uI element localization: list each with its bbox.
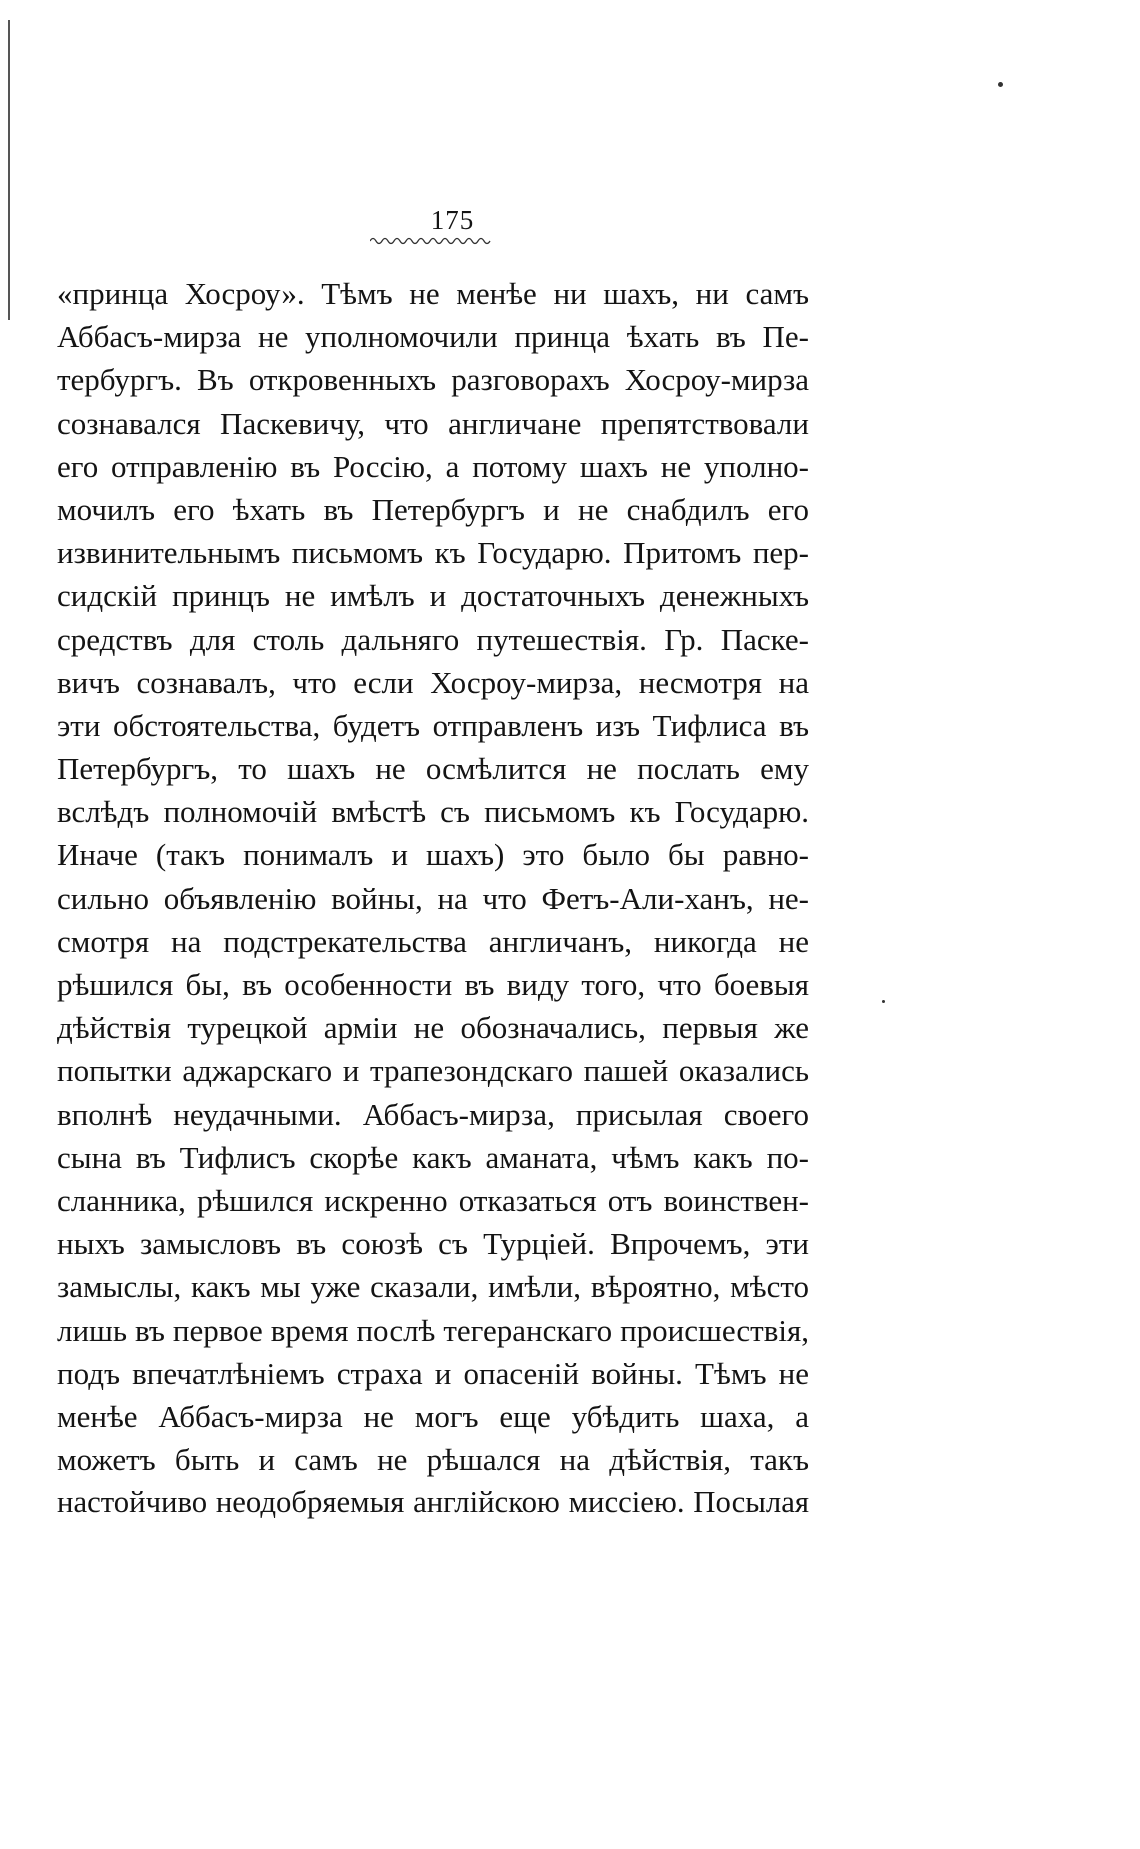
text-line: средствъ для столь дальняго путешествія. Гр. Паске-	[57, 621, 809, 657]
text-line: менѣе Аббасъ-мирза не могъ еще убѣдить шаха, а	[57, 1398, 809, 1434]
text-line: сильно объявленію войны, на что Фетъ-Али-ханъ, не-	[57, 880, 809, 916]
text-line: извинительнымъ письмомъ къ Государю. Притомъ пер-	[57, 535, 809, 571]
page-number: 175	[430, 205, 475, 235]
text-line: замыслы, какъ мы уже сказали, имѣли, вѣроятно, мѣсто	[57, 1269, 809, 1305]
body-text	[57, 272, 809, 1524]
text-line: тербургъ. Въ откровенныхъ разговорахъ Хосроу-мирза	[57, 362, 809, 398]
text-line: сидскій принцъ не имѣлъ и достаточныхъ денежныхъ	[57, 578, 809, 614]
text-line: сына въ Тифлисъ скорѣе какъ аманата, чѣмъ какъ по-	[57, 1139, 809, 1175]
text-line: вичъ сознавалъ, что если Хосроу-мирза, несмотря на	[57, 664, 809, 700]
text-line: настойчиво неодобряемыя англійскою миссіею. Посылая	[57, 1485, 809, 1520]
text-line: его отправленію въ Россію, а потому шахъ не уполно-	[57, 448, 809, 484]
page-header	[0, 205, 905, 236]
scan-speck	[998, 82, 1003, 87]
text-line: вполнѣ неудачными. Аббасъ-мирза, присылая своего	[57, 1096, 809, 1132]
text-line: сознавался Паскевичу, что англичане препятствовали	[57, 405, 809, 441]
text-line: лишь въ первое время послѣ тегеранскаго происшествія,	[57, 1312, 809, 1348]
text-line: можетъ быть и самъ не рѣшался на дѣйствія, такъ	[57, 1442, 809, 1478]
scan-edge-line	[8, 20, 10, 320]
text-line: Петербургъ, то шахъ не осмѣлится не послать ему	[57, 751, 809, 787]
text-line: дѣйствія турецкой арміи не обозначались, первыя же	[57, 1010, 809, 1046]
header-wavy-ornament	[370, 234, 492, 248]
text-line: эти обстоятельства, будетъ отправленъ изъ Тифлиса въ	[57, 707, 809, 743]
scan-speck	[882, 1000, 885, 1003]
text-line: «принца Хосроу». Тѣмъ не менѣе ни шахъ, ни самъ	[57, 276, 809, 311]
text-line: сланника, рѣшился искренно отказаться отъ воинствен-	[57, 1182, 809, 1218]
text-line: Иначе (такъ понималъ и шахъ) это было бы равно-	[57, 837, 809, 873]
text-line: подъ впечатлѣніемъ страха и опасеній войны. Тѣмъ не	[57, 1355, 809, 1391]
text-line: попытки аджарскаго и трапезондскаго пашей оказались	[57, 1053, 809, 1089]
text-line: вслѣдъ полномочій вмѣстѣ съ письмомъ къ Государю.	[57, 794, 809, 830]
text-line: ныхъ замысловъ въ союзѣ съ Турціей. Впрочемъ, эти	[57, 1226, 809, 1262]
text-line: Аббасъ-мирза не уполномочили принца ѣхать въ Пе-	[57, 319, 809, 355]
text-line: смотря на подстрекательства англичанъ, никогда не	[57, 923, 809, 959]
text-line: рѣшился бы, въ особенности въ виду того, что боевыя	[57, 967, 809, 1002]
text-line: мочилъ его ѣхать въ Петербургъ и не снабдилъ его	[57, 491, 809, 527]
